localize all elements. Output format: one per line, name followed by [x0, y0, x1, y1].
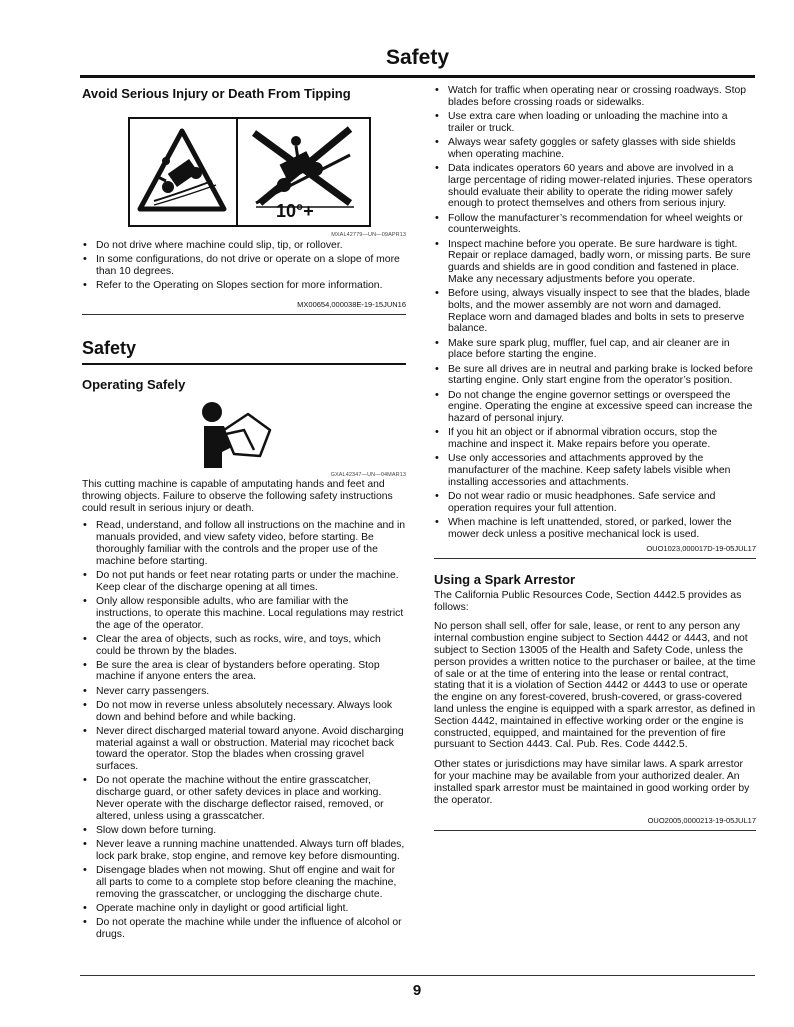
footer-rule	[80, 975, 755, 976]
list-item: • Do not operate the machine without the entire grasscatcher, discharge guard, or other safety devices in place and working. Never operate with the discharge deflector raised, removed, or altered, unless using a grasscatcher.	[82, 775, 406, 822]
list-item: • In some configurations, do not drive or operate on a slope of more than 10 degrees.	[82, 254, 406, 278]
list-item: • Be sure all drives are in neutral and parking brake is locked before starting engine. Only start engine from the operator’s position.	[434, 364, 756, 388]
list-item: • Watch for traffic when operating near or crossing roadways. Stop blades before crossing roads or sidewalks.	[434, 85, 756, 109]
list-item: • Do not drive where machine could slip, tip, or rollover.	[82, 240, 406, 252]
spark-arrestor-paragraph: No person shall sell, offer for sale, lease, or rent to any person any internal combustion engine subject to Section 4442 or 4443, and not subject to Section 13005 of the Health and Safety Code, unless the person provides a written notice to the purchaser or bailee, at the time of sale or at the time of entering into the lease or rental contract, stating that it is a violation of Section 4442 or 4443 to use or operate the engine on any forest-covered, brush-covered, or grass-covered land unless the engine is equipped with a spark arrestor, as defined in Section 4442, maintained in effective working order or the engine is constructed, equipped, and maintained for the prevention of fire pursuant to Section 4443. Cal. Pub. Res. Code 4442.5.	[434, 621, 756, 751]
operating-figure	[82, 400, 406, 474]
list-item: • Clear the area of objects, such as rocks, wire, and toys, which could be thrown by the blades.	[82, 634, 406, 658]
section-divider	[434, 558, 756, 559]
amputation-hazard-icon	[200, 400, 282, 472]
spark-arrestor-paragraph: Other states or jurisdictions may have similar laws. A spark arrestor for your machine may be available from your authorized dealer. An installed spark arrestor must be maintained in good working order by the operator.	[434, 759, 750, 806]
list-item: • Inspect machine before you operate. Be sure hardware is tight. Repair or replace damaged, badly worn, or missing parts. Be sure guards and shields are in good condition and fastened in place. Make any necessary adjustments before you operate.	[434, 239, 756, 286]
tipping-ref-code: MX00654,000038E-19-15JUN16	[297, 299, 406, 309]
tipping-heading: Avoid Serious Injury or Death From Tipping	[82, 86, 351, 101]
list-item: • Only allow responsible adults, who are familiar with the instructions, to operate this machine. Local regulations may restrict the age of the operator.	[82, 596, 406, 631]
list-item: • Do not put hands or feet near rotating parts or under the machine. Keep clear of the discharge opening at all times.	[82, 570, 406, 594]
header-rule	[80, 75, 755, 78]
list-item: • Disengage blades when not mowing. Shut off engine and wait for all parts to come to a complete stop before cleaning the machine, removing the grasscatcher, or unclogging the discharge chute.	[82, 865, 406, 900]
safety-section-heading: Safety	[82, 337, 137, 358]
list-item: • Always wear safety goggles or safety glasses with side shields when operating machine.	[434, 137, 756, 161]
list-item: • When machine is left unattended, stored, or parked, lower the mower deck unless a positive mechanical lock is used.	[434, 517, 756, 541]
list-item: • Make sure spark plug, muffler, fuel cap, and air cleaner are in place before starting the engine.	[434, 338, 756, 362]
list-item: • Do not wear radio or music headphones. Safe service and operation requires your full attention.	[434, 491, 756, 515]
section-divider	[82, 314, 406, 315]
list-item: • Follow the manufacturer’s recommendation for wheel weights or counterweights.	[434, 213, 756, 237]
operating-heading: Operating Safely	[82, 376, 186, 392]
operating-list	[82, 520, 406, 940]
right-column	[434, 85, 756, 831]
list-item: • Do not change the engine governor settings or overspeed the engine. Operating the engine at excessive speed can increase the hazard of personal injury.	[434, 390, 756, 425]
spark-arrestor-paragraph: The California Public Resources Code, Section 4442.5 provides as follows:	[434, 589, 742, 613]
list-item: • Use extra care when loading or unloading the machine into a trailer or truck.	[434, 111, 756, 135]
spark-arrestor-heading: Using a Spark Arrestor	[434, 571, 576, 587]
list-item: • If you hit an object or if abnormal vibration occurs, stop the machine and inspect it. Make repairs before you operate.	[434, 427, 756, 451]
spark-arrestor-ref-code: OUO2005,0000213-19-05JUL17	[647, 816, 756, 826]
tipping-list	[82, 240, 406, 292]
operating-list-continued	[434, 85, 756, 541]
section-divider	[434, 830, 756, 831]
operating-ref-code: OUO1023,000017D-19-05JUL17	[646, 543, 756, 553]
list-item: • Never carry passengers.	[82, 686, 406, 698]
tipping-figure-id: MXAL42779—UN—09APR13	[331, 232, 406, 238]
list-item: • Operate machine only in daylight or good artificial light.	[82, 903, 406, 915]
section-heading-rule	[82, 363, 406, 365]
list-item: • Never leave a running machine unattended. Always turn off blades, lock park brake, stop engine, and remove key before dismounting.	[82, 839, 406, 863]
slope-angle-label: 10°+	[276, 201, 314, 221]
list-item: • Refer to the Operating on Slopes section for more information.	[82, 280, 406, 292]
rollover-hazard-icon	[130, 119, 234, 225]
list-item: • Before using, always visually inspect to see that the blades, blade bolts, and the mower assembly are not worn and damaged. Replace worn and damaged blades and bolts in sets to preserve balance.	[434, 288, 756, 335]
page-number: 9	[412, 982, 422, 999]
tipping-warning-figure	[128, 117, 371, 227]
list-item: • Do not mow in reverse unless absolutely necessary. Always look down and behind before and while backing.	[82, 700, 406, 724]
list-item: • Be sure the area is clear of bystanders before operating. Stop machine if anyone enters the area.	[82, 660, 406, 684]
list-item: • Never direct discharged material toward anyone. Avoid discharging material against a wall or obstruction. Material may ricochet back toward the operator. Stop the blades when crossing gravel surfaces.	[82, 726, 406, 773]
operating-intro: This cutting machine is capable of amputating hands and feet and throwing objects. Failure to observe the following safety instructions could result in serious injury or death.	[82, 478, 393, 514]
list-item: • Slow down before turning.	[82, 825, 406, 837]
list-item: • Do not operate the machine while under the influence of alcohol or drugs.	[82, 917, 406, 941]
list-item: • Read, understand, and follow all instructions on the machine and in manuals provided, and view safety video, before starting. Be thoroughly familiar with the controls and the proper use of the machine before starting.	[82, 520, 406, 567]
left-column	[82, 84, 406, 943]
page-title: Safety	[385, 46, 449, 69]
operating-figure-id: GXAL42347—UN—04MAR13	[330, 471, 406, 478]
list-item: • Use only accessories and attachments approved by the manufacturer of the machine. Keep safety labels visible when installing accessories and attachments.	[434, 453, 756, 488]
list-item: • Data indicates operators 60 years and above are involved in a large percentage of riding mower-related injuries. These operators should evaluate their ability to operate the riding mower safely enough to protect themselves and others from serious injury.	[434, 163, 756, 210]
page-header	[0, 44, 794, 84]
